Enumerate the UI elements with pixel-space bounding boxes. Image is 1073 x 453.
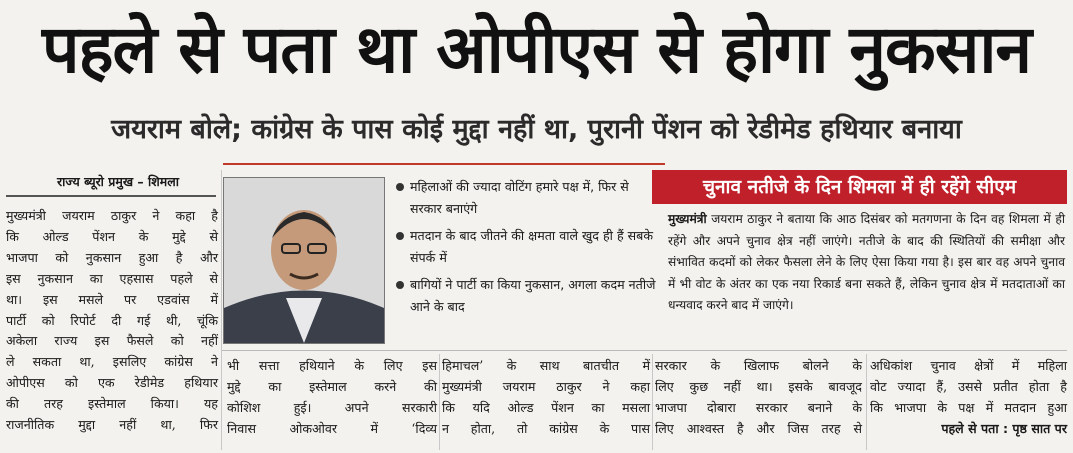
text-line: मुख्यमंत्री जयराम ठाकुर ने कहा है bbox=[6, 208, 218, 223]
text-line: कि यदि ओल्ड पेंशन का मसला bbox=[442, 399, 650, 415]
text-line: इस नुकसान का एहसास पहले से bbox=[6, 270, 218, 286]
portrait-photo bbox=[223, 177, 385, 344]
key-point: महिलाओं की ज्यादा वोटिंग हमारे पक्ष में, फिर से सरकार बनाएंगे bbox=[396, 176, 658, 220]
red-rule bbox=[223, 163, 665, 165]
left-column bbox=[6, 206, 218, 436]
sidebar-box-heading: चुनाव नतीजे के दिन शिमला में ही रहेंगे सीएम bbox=[652, 170, 1067, 204]
headline: पहले से पता था ओपीएस से होगा नुकसान bbox=[41, 11, 1032, 88]
text-line: लिए आश्वस्त है और जिस तरह से bbox=[655, 420, 862, 436]
text-line: भाजपा को नुकसान हुआ है और bbox=[6, 249, 218, 265]
column-separator bbox=[439, 354, 440, 450]
text-line: कोशिश हुई। अपने सरकारी bbox=[227, 399, 437, 415]
text-line: मुख्यमंत्री जयराम ठाकुर ने कहा bbox=[442, 378, 650, 394]
byline: राज्य ब्यूरो प्रमुख – शिमला bbox=[57, 174, 179, 189]
text-line: ओपीएस को एक रेडीमेड हथियार bbox=[6, 375, 218, 391]
divider bbox=[222, 350, 1067, 351]
column-separator bbox=[866, 354, 867, 450]
key-point: बागियों ने पार्टी का किया नुकसान, अगला कदम नतीजे आने के बाद bbox=[396, 274, 658, 318]
bullet-dot-icon bbox=[396, 183, 404, 191]
bullet-dot-icon bbox=[396, 232, 404, 240]
continuation-note: पहले से पता : पृष्ठ सात पर bbox=[941, 420, 1067, 436]
text-line: कि ओल्ड पेंशन के मुद्दे से bbox=[6, 228, 218, 244]
text-line: भी सत्ता हथियाने के लिए इस bbox=[227, 358, 437, 373]
text-line: पार्टी को रिपोर्ट दी गई थी, चूंकि bbox=[6, 312, 218, 328]
column-separator bbox=[652, 354, 653, 450]
text-line: लिए कुछ नहीं था। इसके बावजूद bbox=[655, 378, 862, 394]
text-line: हिमाचल’ के साथ बातचीत में bbox=[442, 358, 650, 373]
sidebar-box-text: मुख्यमंत्री जयराम ठाकुर ने बताया कि आठ दिसंबर को मतगणना के दिन वह शिमला में ही रहेंगे और अपने चुनाव क्षेत्र नहीं जाएंगे। नतीजे के बाद की स्थितियों की समीक्षा और संभावित कदमों को लेकर फैसला लेने के लिए ऐसा किया गया है। इस बार वह अपने चुनाव में भी वोट के अंतर का एक नया रिकार्ड बना सकते हैं, लेकिन चुनाव क्षेत्र में मतदाताओं का धन्यवाद करने बाद में जाएंगे। bbox=[668, 212, 1065, 312]
text-line: अधिकांश चुनाव क्षेत्रों में महिला bbox=[870, 358, 1067, 373]
text-line: मुद्दे का इस्तेमाल करने की bbox=[227, 378, 437, 394]
text-line: था। इस मसले पर एडवांस में bbox=[6, 291, 218, 307]
text-line: राजनीतिक मुद्दा नहीं था, फिर bbox=[6, 417, 218, 433]
key-point: मतदान के बाद जीतने की क्षमता वाले खुद ही हैं सबके संपर्क में bbox=[396, 225, 658, 269]
text-line: न होता, तो कांग्रेस के पास bbox=[442, 420, 650, 436]
key-points bbox=[396, 176, 658, 323]
person-portrait-icon bbox=[224, 178, 384, 343]
text-line: निवास ओकओवर में ‘दिव्य bbox=[227, 420, 437, 436]
text-line: अकेला राज्य इस फैसले को नहीं bbox=[6, 333, 218, 349]
text-line: की तरह इस्तेमाल किया। यह bbox=[6, 396, 218, 412]
byline-rule bbox=[6, 195, 216, 197]
text-line: ले सकता था, इसलिए कांग्रेस ने bbox=[6, 354, 218, 370]
bottom-column-3 bbox=[655, 356, 862, 440]
bottom-column-2 bbox=[442, 356, 650, 440]
text-line: सरकार के खिलाफ बोलने के bbox=[655, 358, 862, 373]
column-separator bbox=[221, 170, 222, 450]
bottom-column-4 bbox=[870, 356, 1067, 440]
bottom-column-1 bbox=[227, 356, 437, 440]
bullet-dot-icon bbox=[396, 281, 404, 289]
text-line: भाजपा दोबारा सरकार बनाने के bbox=[655, 399, 862, 415]
text-line: वोट ज्यादा हैं, उससे प्रतीत होता है bbox=[870, 378, 1067, 394]
text-line: कि भाजपा के पक्ष में मतदान हुआ bbox=[870, 399, 1067, 415]
subheadline: जयराम बोले; कांग्रेस के पास कोई मुद्दा नहीं था, पुरानी पेंशन को रेडीमेड हथियार बनाया bbox=[111, 114, 962, 145]
